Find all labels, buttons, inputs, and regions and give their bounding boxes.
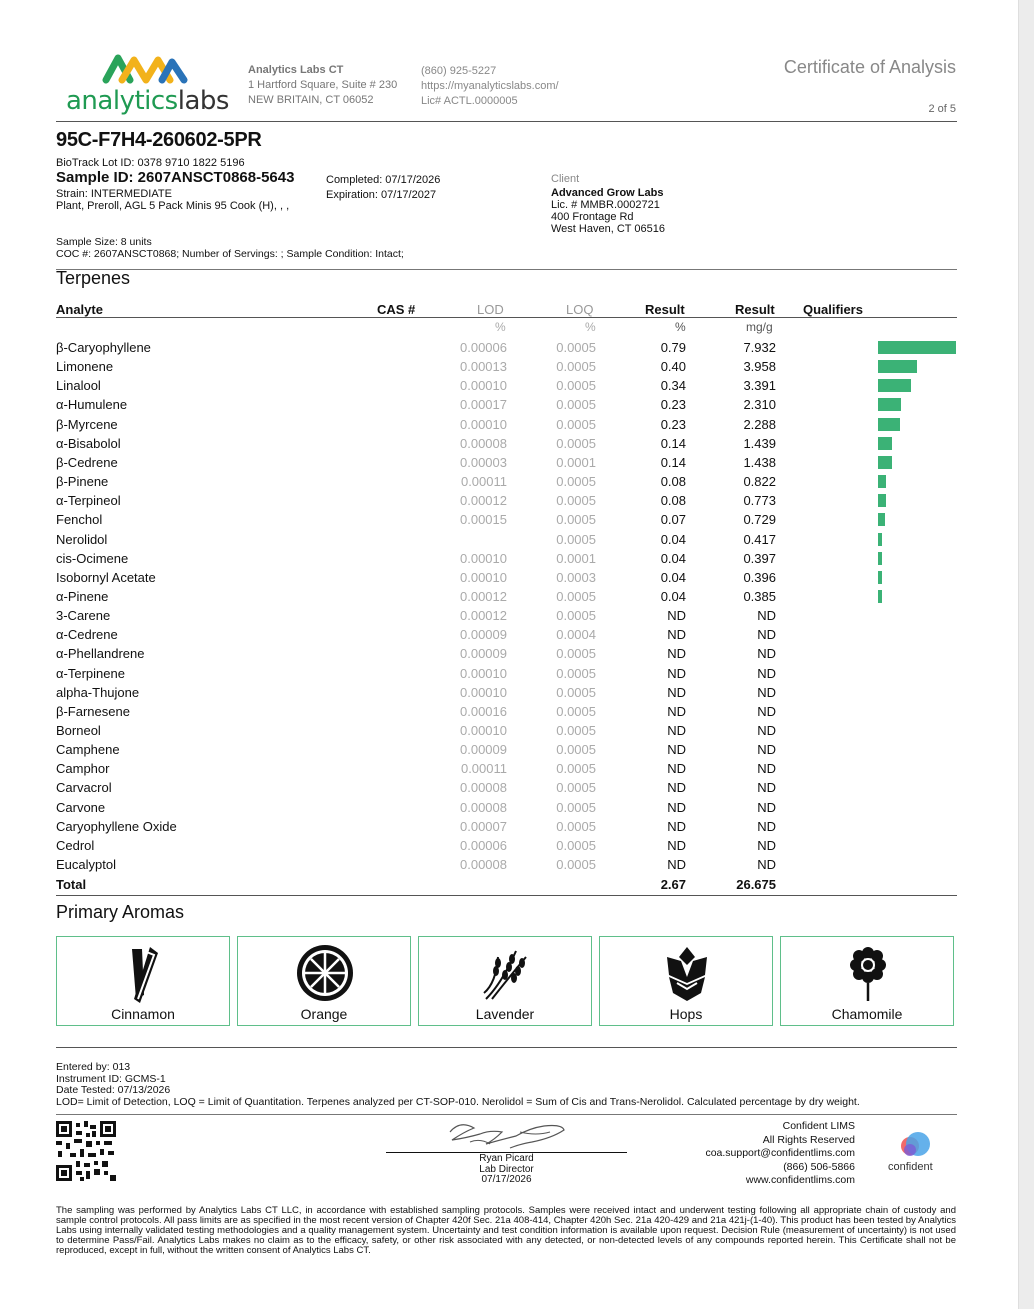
analyte-name: α-Terpinene xyxy=(56,665,125,681)
lims-url[interactable]: www.confidentlims.com xyxy=(745,1174,855,1186)
loq-value: 0.0003 xyxy=(556,569,596,585)
lims-name: Confident LIMS xyxy=(782,1120,855,1132)
analyte-name: 3-Carene xyxy=(56,608,111,624)
result-mg: ND xyxy=(757,703,776,719)
result-mg: 2.310 xyxy=(743,397,776,413)
analyte-name: Linalool xyxy=(56,378,101,394)
table-row xyxy=(56,568,957,587)
lod-value: 0.00010 xyxy=(460,550,507,566)
result-pct: ND xyxy=(667,646,686,662)
aroma-card-chamomile xyxy=(780,936,954,1026)
lims-rights: All Rights Reserved xyxy=(762,1133,855,1146)
loq-value: 0.0005 xyxy=(556,646,596,662)
result-pct: 0.23 xyxy=(660,397,686,413)
result-bar xyxy=(878,590,882,603)
result-mg: ND xyxy=(757,837,776,853)
result-pct: ND xyxy=(667,818,686,834)
table-bottom-rule xyxy=(56,895,957,896)
result-bar xyxy=(878,360,917,373)
result-pct: 0.79 xyxy=(660,340,686,355)
analyte-name: Fenchol xyxy=(56,512,103,528)
table-row xyxy=(56,357,957,376)
table-row xyxy=(56,625,957,644)
lab-url[interactable]: https://myanalyticslabs.com/ xyxy=(421,80,559,92)
terpenes-title: Terpenes xyxy=(56,268,131,288)
result-pct: ND xyxy=(667,608,686,624)
result-pct: 0.04 xyxy=(660,569,686,585)
analyte-name: Cedrol xyxy=(56,837,95,853)
table-row xyxy=(56,549,957,568)
lod-value: 0.00010 xyxy=(460,684,507,700)
lod-value: 0.00009 xyxy=(460,627,507,643)
table-row xyxy=(56,798,957,817)
client-label: Client xyxy=(551,173,580,185)
confident-wordmark: confident xyxy=(888,1161,933,1173)
result-mg: ND xyxy=(757,818,776,834)
result-pct: ND xyxy=(667,799,686,815)
result-pct: 0.14 xyxy=(660,454,686,470)
aroma-card-orange xyxy=(237,936,411,1026)
lavender-icon xyxy=(476,943,536,1005)
result-mg: 0.729 xyxy=(743,512,776,528)
loq-value: 0.0005 xyxy=(556,416,596,432)
client-address-1: 400 Frontage Rd xyxy=(551,211,634,223)
result-pct: 0.04 xyxy=(660,531,686,547)
loq-value: 0.0005 xyxy=(556,397,596,413)
loq-value: 0.0004 xyxy=(556,627,596,643)
test-details xyxy=(56,1062,860,1108)
total-pct: 2.67 xyxy=(660,877,686,892)
lod-value: 0.00008 xyxy=(460,780,507,796)
analyte-name: α-Phellandrene xyxy=(56,646,145,662)
loq-value: 0.0005 xyxy=(556,857,596,873)
lod-value: 0.00011 xyxy=(460,474,507,490)
result-mg: 1.438 xyxy=(743,454,776,470)
method-notes: LOD= Limit of Detection, LOQ = Limit of Quantitation. Terpenes analyzed per CT-SOP-010. Nerolidol = Sum of Cis and Trans-Nerolidol. Calculated percentage by dry weight. xyxy=(56,1095,860,1108)
result-pct: 0.04 xyxy=(660,550,686,566)
expiration-date: Expiration: 07/17/2027 xyxy=(326,189,437,201)
loq-value: 0.0005 xyxy=(556,684,596,700)
aroma-card-cinnamon xyxy=(56,936,230,1026)
table-row xyxy=(56,759,957,778)
result-mg: 0.397 xyxy=(743,550,776,566)
result-pct: 0.23 xyxy=(660,416,686,432)
result-bar xyxy=(878,341,956,354)
analyte-name: Caryophyllene Oxide xyxy=(56,818,177,834)
loq-value: 0.0005 xyxy=(556,474,596,490)
result-pct: ND xyxy=(667,627,686,643)
result-pct: 0.14 xyxy=(660,435,686,451)
aroma-card-lavender xyxy=(418,936,592,1026)
lab-contact xyxy=(421,64,559,109)
result-bar xyxy=(878,552,882,565)
lims-info xyxy=(705,1120,855,1188)
signature-divider xyxy=(56,1114,957,1115)
loq-value: 0.0005 xyxy=(556,588,596,604)
result-mg: ND xyxy=(757,646,776,662)
loq-value: 0.0005 xyxy=(556,493,596,509)
table-row xyxy=(56,453,957,472)
header-divider xyxy=(56,121,957,122)
result-bar xyxy=(878,533,882,546)
table-row xyxy=(56,721,957,740)
header-cas: CAS # xyxy=(377,302,416,317)
result-pct: ND xyxy=(667,742,686,758)
sample-size: Sample Size: 8 units xyxy=(56,236,152,248)
header-result-pct: Result xyxy=(645,302,685,317)
result-pct: 0.08 xyxy=(660,474,686,490)
entered-by: Entered by: 013 xyxy=(56,1061,131,1073)
loq-value: 0.0005 xyxy=(556,799,596,815)
result-mg: ND xyxy=(757,684,776,700)
result-bar xyxy=(878,494,886,507)
header-qualifiers: Qualifiers xyxy=(803,302,863,317)
loq-value: 0.0005 xyxy=(556,340,596,355)
analyte-name: β-Caryophyllene xyxy=(56,340,151,355)
lims-phone: (866) 506-5866 xyxy=(783,1160,855,1173)
lod-value: 0.00010 xyxy=(460,569,507,585)
sample-id: Sample ID: 2607ANSCT0868-5643 xyxy=(56,169,295,186)
lod-value: 0.00015 xyxy=(460,512,507,528)
result-mg: 0.396 xyxy=(743,569,776,585)
table-row xyxy=(56,836,957,855)
table-row xyxy=(56,664,957,683)
result-mg: ND xyxy=(757,627,776,643)
signer-name: Ryan Picard xyxy=(479,1153,534,1164)
header-analyte: Analyte xyxy=(56,302,103,317)
loq-value: 0.0005 xyxy=(556,723,596,738)
lab-license: Lic# ACTL.0000005 xyxy=(421,95,518,107)
sample-code: 95C-F7H4-260602-5PR xyxy=(56,129,262,151)
table-row xyxy=(56,778,957,797)
header-lod: LOD xyxy=(477,302,504,317)
result-pct: ND xyxy=(667,684,686,700)
loq-value: 0.0005 xyxy=(556,761,596,777)
loq-value: 0.0005 xyxy=(556,435,596,451)
result-bar xyxy=(878,475,886,488)
lod-value: 0.00013 xyxy=(460,359,507,375)
aromas-title: Primary Aromas xyxy=(56,902,185,922)
aroma-label: Hops xyxy=(669,1006,703,1022)
lod-value: 0.00007 xyxy=(460,818,507,834)
lab-name: Analytics Labs CT xyxy=(248,64,344,76)
lod-value: 0.00012 xyxy=(460,493,507,509)
result-bar xyxy=(878,398,901,411)
table-row xyxy=(56,817,957,836)
header-result-mg: Result xyxy=(735,302,775,317)
result-pct: ND xyxy=(667,780,686,796)
result-pct: 0.07 xyxy=(660,512,686,528)
analyte-name: Carvacrol xyxy=(56,780,112,796)
lod-value: 0.00008 xyxy=(460,435,507,451)
table-row xyxy=(56,510,957,529)
lod-value: 0.00011 xyxy=(460,761,507,777)
result-mg: 0.773 xyxy=(743,493,776,509)
table-row xyxy=(56,683,957,702)
table-row xyxy=(56,376,957,395)
analyte-name: Nerolidol xyxy=(56,531,108,547)
analyte-name: β-Myrcene xyxy=(56,416,118,432)
table-row xyxy=(56,491,957,510)
result-mg: ND xyxy=(757,742,776,758)
table-row xyxy=(56,472,957,491)
result-mg: ND xyxy=(757,665,776,681)
result-pct: ND xyxy=(667,665,686,681)
loq-value: 0.0005 xyxy=(556,703,596,719)
sample-size-info xyxy=(56,236,404,260)
qr-code-icon[interactable] xyxy=(56,1121,116,1181)
page-number: 2 of 5 xyxy=(928,103,956,115)
lod-value: 0.00010 xyxy=(460,416,507,432)
analyte-name: Carvone xyxy=(56,799,106,815)
hops-icon xyxy=(657,943,717,1005)
aroma-label: Lavender xyxy=(475,1006,535,1022)
client-name: Advanced Grow Labs xyxy=(551,187,664,199)
lab-info xyxy=(248,63,397,108)
analyte-name: cis-Ocimene xyxy=(56,550,129,566)
table-row xyxy=(56,530,957,549)
result-mg: ND xyxy=(757,761,776,777)
loq-value: 0.0005 xyxy=(556,837,596,853)
result-mg: 2.288 xyxy=(743,416,776,432)
table-row xyxy=(56,338,957,357)
loq-value: 0.0005 xyxy=(556,665,596,681)
analyte-name: Isobornyl Acetate xyxy=(56,569,156,585)
table-row xyxy=(56,606,957,625)
lod-value: 0.00017 xyxy=(460,397,507,413)
analyte-name: β-Pinene xyxy=(56,474,109,490)
result-bar xyxy=(878,456,892,469)
client-address-2: West Haven, CT 06516 xyxy=(551,223,665,235)
table-row xyxy=(56,740,957,759)
result-pct: ND xyxy=(667,857,686,873)
result-pct: 0.40 xyxy=(660,359,686,375)
lod-value: 0.00012 xyxy=(460,608,507,624)
cinnamon-icon xyxy=(114,943,174,1005)
lod-value: 0.00003 xyxy=(460,454,507,470)
client-license: Lic. # MMBR.0002721 xyxy=(551,199,660,211)
lod-value: 0.00009 xyxy=(460,742,507,758)
result-mg: ND xyxy=(757,799,776,815)
section-divider xyxy=(56,269,957,270)
lod-value: 0.00010 xyxy=(460,723,507,738)
table-row xyxy=(56,415,957,434)
result-bar xyxy=(878,437,892,450)
result-mg: ND xyxy=(757,780,776,796)
lod-value: 0.00008 xyxy=(460,799,507,815)
result-mg: 0.822 xyxy=(743,474,776,490)
signer-date: 07/17/2026 xyxy=(481,1174,532,1185)
analyte-name: Borneol xyxy=(56,723,101,738)
analyte-name: Camphor xyxy=(56,761,110,777)
lod-value: 0.00008 xyxy=(460,857,507,873)
signature xyxy=(440,1118,570,1154)
table-row xyxy=(56,395,957,414)
lod-value: 0.00010 xyxy=(460,665,507,681)
lims-email[interactable]: coa.support@confidentlims.com xyxy=(705,1147,855,1159)
biotrack-lot-id: BioTrack Lot ID: 0378 9710 1822 5196 xyxy=(56,157,245,169)
aroma-label: Orange xyxy=(300,1006,348,1022)
table-row xyxy=(56,587,957,606)
result-mg: ND xyxy=(757,608,776,624)
loq-value: 0.0005 xyxy=(556,818,596,834)
analyte-name: α-Pinene xyxy=(56,588,109,604)
result-mg: 1.439 xyxy=(743,435,776,451)
loq-value: 0.0005 xyxy=(556,378,596,394)
result-mg: 0.417 xyxy=(743,531,776,547)
loq-value: 0.0005 xyxy=(556,359,596,375)
table-row xyxy=(56,644,957,663)
unit-lod: % xyxy=(495,320,506,334)
result-bar xyxy=(878,418,900,431)
instrument-id: Instrument ID: GCMS-1 xyxy=(56,1072,166,1085)
analyte-name: Camphene xyxy=(56,742,120,758)
result-pct: 0.04 xyxy=(660,588,686,604)
chamomile-icon xyxy=(838,943,898,1005)
loq-value: 0.0005 xyxy=(556,742,596,758)
total-mg: 26.675 xyxy=(736,877,776,892)
dates xyxy=(326,173,440,203)
footer-divider xyxy=(56,1047,957,1048)
analyte-name: Limonene xyxy=(56,359,114,375)
result-mg: ND xyxy=(757,857,776,873)
coc-info: COC #: 2607ANSCT0868; Number of Servings: ; Sample Condition: Intact; xyxy=(56,248,404,260)
unit-pct: % xyxy=(675,320,686,334)
loq-value: 0.0005 xyxy=(556,780,596,796)
loq-value: 0.0005 xyxy=(556,531,596,547)
lod-value: 0.00016 xyxy=(460,703,507,719)
loq-value: 0.0005 xyxy=(556,512,596,528)
analyte-name: α-Bisabolol xyxy=(56,435,121,451)
result-bar xyxy=(878,571,882,584)
result-pct: ND xyxy=(667,761,686,777)
analyte-name: α-Cedrene xyxy=(56,627,118,643)
result-mg: 0.385 xyxy=(743,588,776,604)
loq-value: 0.0001 xyxy=(556,550,596,566)
result-pct: ND xyxy=(667,837,686,853)
strain: Strain: INTERMEDIATE xyxy=(56,188,172,200)
lod-value: 0.00006 xyxy=(460,340,507,355)
unit-loq: % xyxy=(585,320,596,334)
analyte-name: Eucalyptol xyxy=(56,857,116,873)
signer-title: Lab Director xyxy=(479,1163,534,1175)
lod-value: 0.00010 xyxy=(460,378,507,394)
lab-address-1: 1 Hartford Square, Suite # 230 xyxy=(248,79,398,91)
result-pct: 0.34 xyxy=(660,378,686,394)
analyte-name: β-Cedrene xyxy=(56,454,118,470)
table-row xyxy=(56,855,957,874)
client-info xyxy=(551,173,665,235)
result-bar xyxy=(878,379,911,392)
result-pct: ND xyxy=(667,703,686,719)
result-mg: 7.932 xyxy=(743,340,776,355)
aroma-card-hops xyxy=(599,936,773,1026)
date-tested: Date Tested: 07/13/2026 xyxy=(56,1084,171,1096)
loq-value: 0.0005 xyxy=(556,608,596,624)
result-bar xyxy=(878,513,885,526)
analyte-name: alpha-Thujone xyxy=(56,684,140,700)
strain-info xyxy=(56,188,289,212)
lab-phone: (860) 925-5227 xyxy=(421,65,497,77)
result-pct: 0.08 xyxy=(660,493,686,509)
table-row xyxy=(56,702,957,721)
result-mg: 3.391 xyxy=(743,378,776,394)
result-pct: ND xyxy=(667,723,686,738)
disclaimer: The sampling was performed by Analytics Labs CT LLC, in accordance with established sampling protocols. Samples were received intact and underwent testing following all appropriate chain of custody and sample control protocols. All pass limits are as specified in the most recent version of Chapter 420f Sec. 21a 408-414, Chapter 420h Sec. 21a 420-429 and 21a 421j-(1-40). This product has been tested by Analytics Labs using internally validated testing methodologies and a quality management system. Uncertainty and test condition information is available upon request. Decision Rule (measurement of uncertainty) is not used to determine Pass/Fail. Analytics Labs makes no claim as to the efficacy, safety, or other risk associated with any detected, or non-detected levels of any compounds reported herein. This Certificate shall not be reproduced, except in full, without the written consent of Analytics Labs CT. xyxy=(56,1205,956,1256)
aroma-label: Cinnamon xyxy=(111,1006,175,1022)
table-header-rule xyxy=(56,317,957,318)
header-loq: LOQ xyxy=(566,302,594,317)
scrollbar[interactable] xyxy=(1018,0,1034,1309)
analyte-name: α-Terpineol xyxy=(56,493,121,509)
aroma-label: Chamomile xyxy=(831,1006,903,1022)
logo-wordmark: analyticslabs xyxy=(66,86,229,116)
lod-value: 0.00006 xyxy=(460,837,507,853)
lod-value: 0.00009 xyxy=(460,646,507,662)
table-row xyxy=(56,434,957,453)
total-label: Total xyxy=(56,877,87,892)
analyte-name: α-Humulene xyxy=(56,397,128,413)
result-mg: ND xyxy=(757,723,776,738)
orange-icon xyxy=(295,943,355,1005)
completed-date: Completed: 07/17/2026 xyxy=(326,174,441,186)
lod-value: 0.00012 xyxy=(460,588,507,604)
result-mg: 3.958 xyxy=(743,359,776,375)
analyte-name: β-Farnesene xyxy=(56,703,130,719)
total-row xyxy=(56,875,957,894)
document-title: Certificate of Analysis xyxy=(783,57,956,77)
signer-block xyxy=(386,1154,627,1186)
loq-value: 0.0001 xyxy=(556,454,596,470)
unit-mg: mg/g xyxy=(746,320,773,334)
lab-address-2: NEW BRITAIN, CT 06052 xyxy=(248,94,374,106)
product-description: Plant, Preroll, AGL 5 Pack Minis 95 Cook (H), , , xyxy=(56,200,290,212)
